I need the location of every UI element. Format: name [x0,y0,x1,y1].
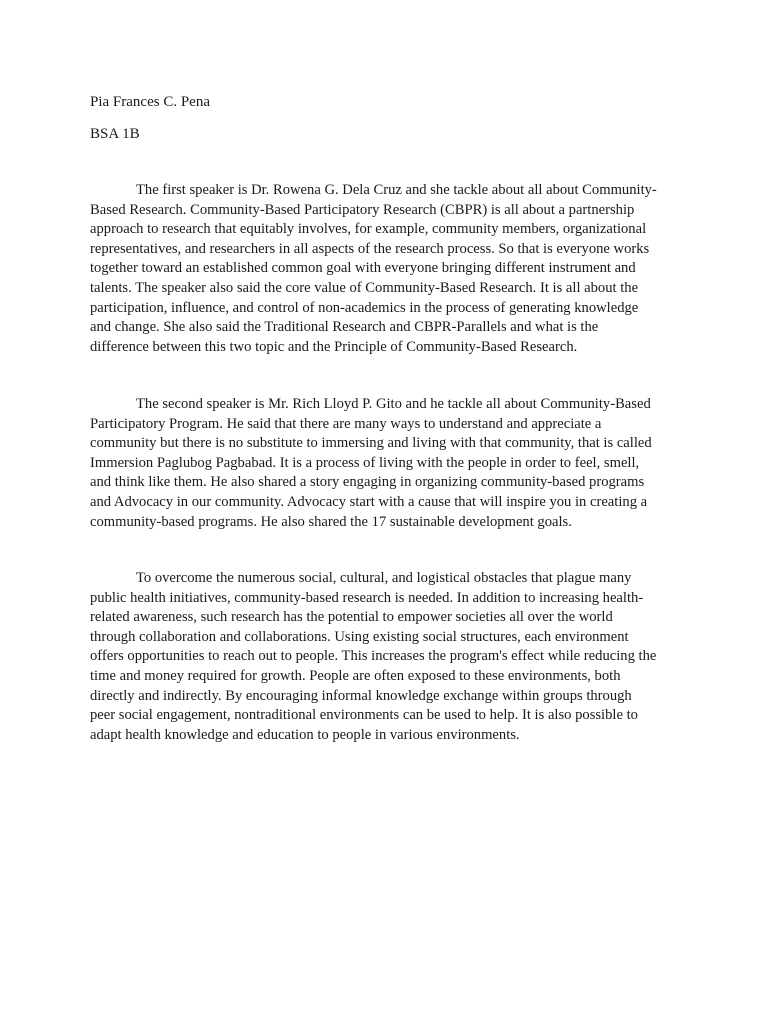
paragraph-line: difference between this two topic and the Principle of Community-Based Research. [90,338,578,355]
paragraph-line: and Advocacy in our community. Advocacy start with a cause that will inspire you in creating a [90,493,648,510]
paragraph-line: The first speaker is Dr. Rowena G. Dela Cruz and she tackle about all about Community- [136,182,657,198]
paragraph-line: offers opportunities to reach out to people. This increases the program's effect while reducing the [90,648,657,665]
paragraph-line: peer social engagement, nontraditional environments can be used to help. It is also possible to [90,707,638,724]
paragraph-line: representatives, and researchers in all aspects of the research process. So that is everyone works [90,240,650,257]
paragraph-second-speaker [90,395,686,532]
paragraph-line: To overcome the numerous social, cultural, and logistical obstacles that plague many [136,570,632,586]
paragraph-line: community but there is no substitute to immersing and living with that community, that is called [90,435,652,452]
paragraph-line: and think like them. He also shared a story engaging in organizing community-based programs [90,474,645,491]
paragraph-conclusion [90,569,686,745]
paragraph-line: together toward an established common goal with everyone bringing different instrument and [90,260,636,277]
paragraph-line: time and money required for growth. People are often exposed to these environments, both [90,667,621,684]
paragraph-line: through collaboration and collaborations. Using existing social structures, each environment [90,628,629,645]
paragraph-line: public health initiatives, community-based research is needed. In addition to increasing health- [90,589,644,606]
paragraph-line: talents. The speaker also said the core value of Community-Based Research. It is all about the [90,279,639,296]
class-section: BSA 1B [90,126,140,142]
paragraph-line: directly and indirectly. By encouraging informal knowledge exchange within groups through [90,687,632,704]
paragraph-line: community-based programs. He also shared the 17 sustainable development goals. [90,513,572,530]
paragraph-line: related awareness, such research has the potential to empower societies all over the world [90,609,613,626]
paragraph-line: approach to research that equitably involves, for example, community members, organizational [90,221,647,238]
paragraph-line: The second speaker is Mr. Rich Lloyd P. Gito and he tackle all about Community-Based [136,396,651,412]
paragraph-line: adapt health knowledge and education to people in various environments. [90,726,520,743]
paragraph-line: Based Research. Community-Based Participatory Research (CBPR) is all about a partnership [90,201,635,218]
paragraph-line: and change. She also said the Traditional Research and CBPR-Parallels and what is the [90,319,599,336]
paragraph-line: Immersion Paglubog Pagbabad. It is a process of living with the people in order to feel, smell, [90,454,640,471]
paragraph-first-speaker [90,181,686,357]
paragraph-line: participation, influence, and control of non-academics in the process of generating knowledge [90,299,639,316]
author-name: Pia Frances C. Pena [90,94,210,110]
paragraph-line: Participatory Program. He said that there are many ways to understand and appreciate a [90,415,602,432]
